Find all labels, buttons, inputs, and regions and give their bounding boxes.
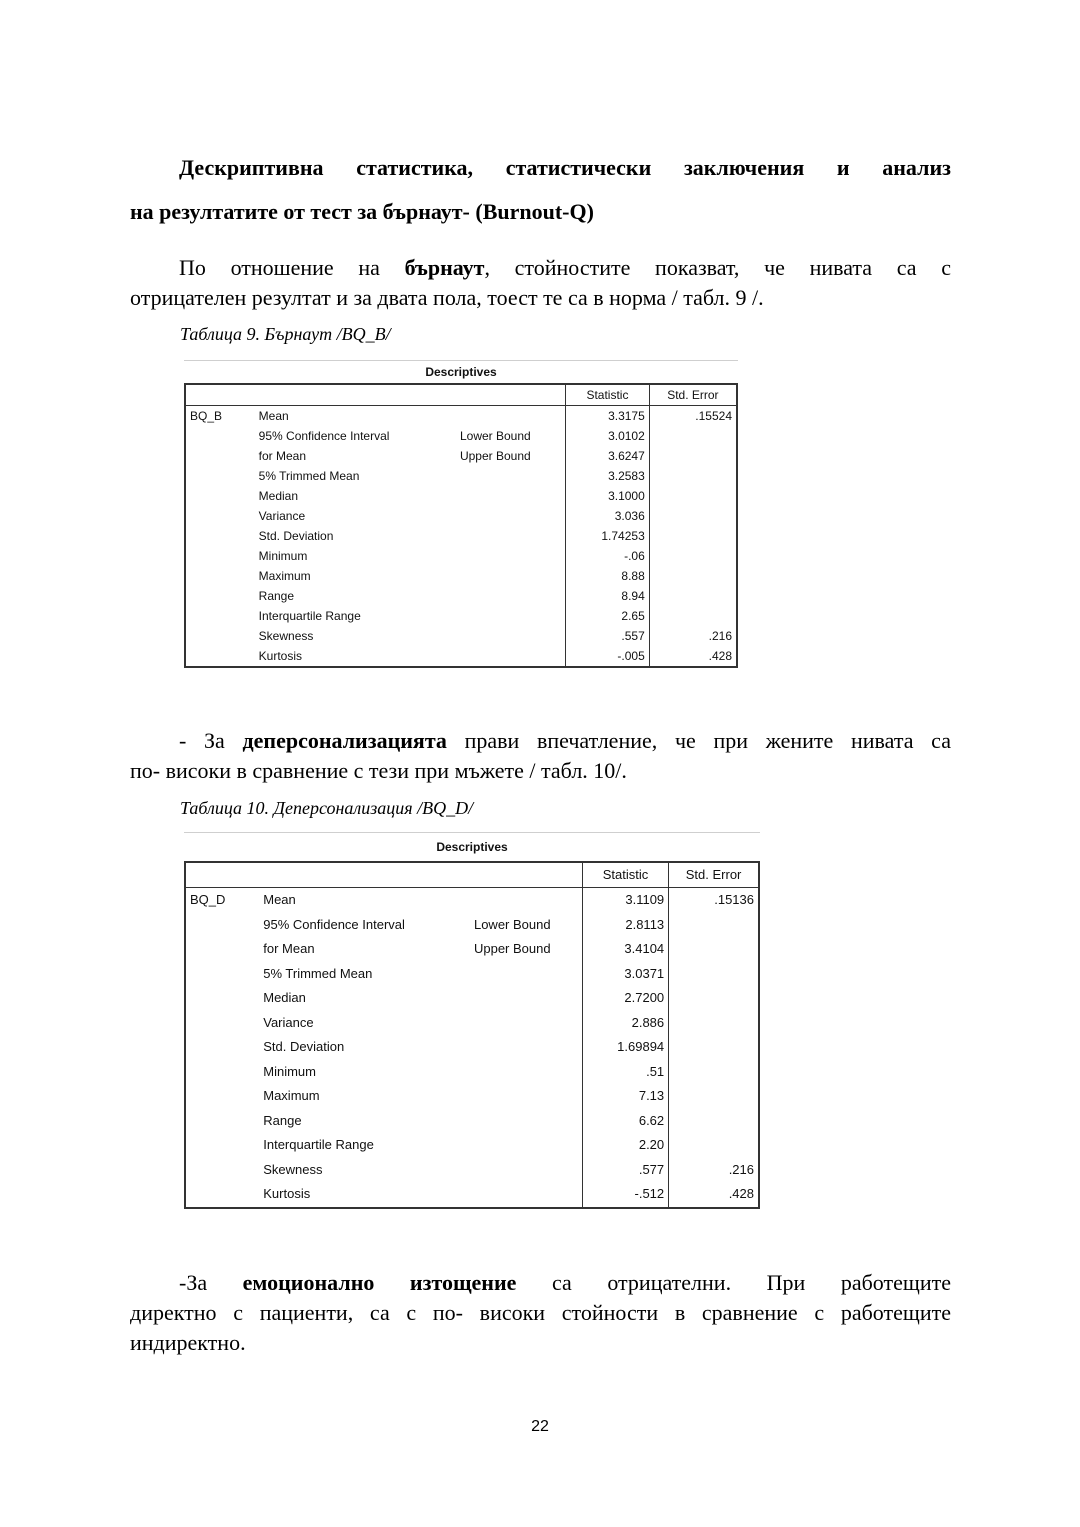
std-error-value — [649, 546, 737, 566]
variable-cell — [185, 1035, 259, 1060]
row-label: Mean — [263, 892, 296, 907]
std-error-value — [669, 1060, 759, 1085]
table-row — [185, 1060, 759, 1085]
text-run: са отрицателни. При работещите — [516, 1270, 951, 1295]
table-title: Descriptives — [184, 360, 738, 383]
row-label: Range — [258, 589, 295, 603]
row-sublabel — [470, 1060, 582, 1085]
row-label: Variance — [258, 509, 306, 523]
statistic-header: Statistic — [566, 384, 650, 406]
statistic-value: 2.7200 — [582, 986, 668, 1011]
statistic-value: 3.3175 — [566, 406, 650, 427]
variable-cell — [185, 986, 259, 1011]
statistic-value: 2.20 — [582, 1133, 668, 1158]
row-sublabel — [470, 1035, 582, 1060]
variable-cell — [185, 526, 255, 546]
paragraph-line: по- високи в сравнение с тези при мъжете / табл. 10/. — [130, 758, 627, 783]
std-error-value — [669, 1133, 759, 1158]
variable-cell: BQ_D — [190, 892, 226, 907]
table-row — [185, 646, 737, 667]
row-sublabel: Lower Bound — [459, 429, 531, 443]
statistic-value: 3.6247 — [566, 446, 650, 466]
statistic-value: .557 — [566, 626, 650, 646]
paragraph-line — [130, 253, 951, 283]
std-error-value — [669, 913, 759, 938]
std-error-value — [669, 1035, 759, 1060]
variable-cell — [185, 546, 255, 566]
variable-cell — [185, 466, 255, 486]
std-error-value — [649, 586, 737, 606]
table-row — [185, 888, 759, 913]
text-run: По отношение на — [179, 255, 405, 280]
statistic-value: 7.13 — [582, 1084, 668, 1109]
table-row — [185, 606, 737, 626]
descriptives-grid — [184, 861, 760, 1209]
row-sublabel — [470, 1109, 582, 1134]
row-label: 95% Confidence Interval — [263, 916, 405, 932]
header-row — [185, 384, 737, 406]
row-sublabel: Upper Bound — [459, 449, 531, 463]
paragraph-line: отрицателен резултат и за двата пола, тоест те са в норма / табл. 9 /. — [130, 285, 764, 310]
std-error-value: .15136 — [669, 888, 759, 913]
statistic-value: 3.0102 — [566, 426, 650, 446]
statistic-value: 1.74253 — [566, 526, 650, 546]
statistic-value: 3.4104 — [582, 937, 668, 962]
variable-cell — [185, 566, 255, 586]
table-row — [185, 1084, 759, 1109]
row-sublabel — [470, 986, 582, 1011]
table-row — [185, 586, 737, 606]
std-error-header: Std. Error — [649, 384, 737, 406]
table-row — [185, 406, 737, 427]
std-error-value — [649, 606, 737, 626]
row-sublabel — [456, 506, 566, 526]
table-row — [185, 526, 737, 546]
statistic-value: 8.94 — [566, 586, 650, 606]
std-error-value — [649, 466, 737, 486]
table-10-caption: Таблица 10. Деперсонализация /BQ_D/ — [180, 798, 474, 818]
text-run: , стойностите показват, че нивата са с — [484, 255, 951, 280]
row-label: Interquartile Range — [258, 609, 361, 623]
std-error-value — [669, 1084, 759, 1109]
row-sublabel — [470, 1084, 582, 1109]
row-sublabel — [470, 1011, 582, 1036]
variable-cell — [185, 606, 255, 626]
heading-line-2: на резултатите от тест за бърнаут- (Burnout-Q) — [130, 199, 594, 224]
variable-cell — [185, 1182, 259, 1208]
page-number: 22 — [531, 1418, 549, 1435]
statistic-value: 3.036 — [566, 506, 650, 526]
row-sublabel — [456, 406, 566, 427]
row-label: Minimum — [258, 549, 308, 563]
section-heading — [130, 146, 951, 234]
statistic-value: 1.69894 — [582, 1035, 668, 1060]
variable-cell — [185, 937, 259, 962]
descriptives-table-10 — [184, 832, 760, 1209]
row-sublabel — [456, 466, 566, 486]
table-row — [185, 1035, 759, 1060]
row-label: Variance — [263, 1014, 314, 1030]
row-sublabel: Lower Bound — [473, 916, 551, 932]
table-row — [185, 486, 737, 506]
row-sublabel — [470, 1182, 582, 1208]
paragraph-line — [130, 1268, 951, 1298]
text-run: прави впечатление, че при жените нивата са — [446, 728, 951, 753]
row-label: Maximum — [263, 1088, 320, 1103]
table-row — [185, 937, 759, 962]
table-row — [185, 506, 737, 526]
std-error-value — [649, 506, 737, 526]
row-label: 5% Trimmed Mean — [263, 965, 373, 981]
descriptives-grid — [184, 383, 738, 668]
row-label: for Mean — [263, 941, 315, 956]
paragraph-line: индиректно. — [130, 1330, 246, 1355]
statistic-value: .51 — [582, 1060, 668, 1085]
variable-cell — [185, 913, 259, 938]
statistic-value: .577 — [582, 1158, 668, 1183]
row-sublabel — [470, 962, 582, 987]
paragraph-line: директно с пациенти, са с по- високи стойности в сравнение с работещите — [130, 1300, 951, 1325]
variable-cell — [185, 1109, 259, 1134]
std-error-value — [669, 1109, 759, 1134]
table-body — [185, 888, 759, 1208]
variable-cell — [185, 586, 255, 606]
row-sublabel — [456, 546, 566, 566]
table-row — [185, 1158, 759, 1183]
row-sublabel — [470, 1133, 582, 1158]
std-error-value — [649, 446, 737, 466]
row-sublabel — [470, 1158, 582, 1183]
row-label: Skewness — [263, 1161, 323, 1177]
variable-cell — [185, 646, 255, 667]
row-sublabel — [456, 486, 566, 506]
variable-cell — [185, 426, 255, 446]
table-row — [185, 913, 759, 938]
text-run: -За — [179, 1270, 243, 1295]
table-row — [185, 986, 759, 1011]
table-title: Descriptives — [184, 832, 760, 861]
row-label: Interquartile Range — [263, 1137, 374, 1152]
table-row — [185, 1109, 759, 1134]
paragraph-burnout — [130, 253, 951, 313]
table-row — [185, 626, 737, 646]
std-error-value — [649, 426, 737, 446]
row-label: 95% Confidence Interval — [258, 429, 390, 443]
table-row — [185, 962, 759, 987]
row-label: 5% Trimmed Mean — [258, 469, 360, 483]
variable-cell — [185, 486, 255, 506]
row-sublabel — [470, 888, 582, 913]
statistic-value: 2.886 — [582, 1011, 668, 1036]
table-row — [185, 446, 737, 466]
bold-term: бърнаут — [404, 255, 485, 280]
variable-cell — [185, 506, 255, 526]
variable-cell — [185, 1158, 259, 1183]
table-9-caption: Таблица 9. Бърнаут /BQ_B/ — [180, 324, 391, 344]
statistic-header: Statistic — [582, 862, 668, 888]
paragraph-exhaustion — [130, 1268, 951, 1358]
table-row — [185, 1133, 759, 1158]
paragraph-line — [130, 726, 951, 756]
statistic-value: 3.2583 — [566, 466, 650, 486]
row-sublabel — [456, 646, 566, 667]
statistic-value: -.06 — [566, 546, 650, 566]
std-error-value — [649, 566, 737, 586]
row-sublabel — [456, 526, 566, 546]
std-error-value — [669, 962, 759, 987]
variable-cell: BQ_B — [190, 409, 223, 423]
row-label: Maximum — [258, 569, 311, 583]
header-row — [185, 862, 759, 888]
row-label: Median — [263, 990, 306, 1005]
bold-term: емоционално изтощение — [242, 1270, 517, 1295]
row-label: Mean — [258, 409, 289, 423]
text-run: - За — [179, 728, 243, 753]
row-label: Kurtosis — [263, 1186, 311, 1201]
heading-line-1: Дескриптивна статистика, статистически заключения и анализ — [179, 155, 951, 180]
variable-cell — [185, 626, 255, 646]
std-error-value: .216 — [669, 1158, 759, 1183]
variable-cell — [185, 1060, 259, 1085]
statistic-value: 6.62 — [582, 1109, 668, 1134]
table-row — [185, 426, 737, 446]
std-error-value: .428 — [649, 646, 737, 667]
row-label: Range — [263, 1112, 302, 1128]
statistic-value: -.512 — [582, 1182, 668, 1208]
row-label: Skewness — [258, 629, 314, 643]
row-label: Kurtosis — [258, 649, 303, 663]
row-sublabel — [456, 566, 566, 586]
variable-cell — [185, 1011, 259, 1036]
variable-cell — [185, 1133, 259, 1158]
table-row — [185, 1182, 759, 1208]
row-label: for Mean — [258, 449, 307, 463]
std-error-value: .428 — [669, 1182, 759, 1208]
row-sublabel — [456, 626, 566, 646]
std-error-value: .216 — [649, 626, 737, 646]
std-error-value — [669, 986, 759, 1011]
std-error-value — [669, 1011, 759, 1036]
row-label: Median — [258, 489, 299, 503]
variable-cell — [185, 1084, 259, 1109]
statistic-value: 3.1000 — [566, 486, 650, 506]
row-sublabel — [456, 586, 566, 606]
table-body — [185, 406, 737, 668]
descriptives-table-9 — [184, 360, 738, 668]
statistic-value: 3.1109 — [582, 888, 668, 913]
table-row — [185, 566, 737, 586]
std-error-value — [669, 937, 759, 962]
variable-cell — [185, 962, 259, 987]
table-row — [185, 1011, 759, 1036]
bold-term: деперсонализацията — [242, 728, 447, 753]
paragraph-depersonalization — [130, 726, 951, 786]
statistic-value: 2.65 — [566, 606, 650, 626]
table-row — [185, 546, 737, 566]
statistic-value: 2.8113 — [582, 913, 668, 938]
row-sublabel — [456, 606, 566, 626]
statistic-value: 8.88 — [566, 566, 650, 586]
table-row — [185, 466, 737, 486]
statistic-value: -.005 — [566, 646, 650, 667]
row-label: Minimum — [263, 1063, 316, 1079]
statistic-value: 3.0371 — [582, 962, 668, 987]
row-label: Std. Deviation — [263, 1039, 345, 1054]
std-error-value — [649, 526, 737, 546]
std-error-header: Std. Error — [669, 862, 759, 888]
row-label: Std. Deviation — [258, 529, 334, 543]
row-sublabel: Upper Bound — [473, 941, 551, 956]
variable-cell — [185, 446, 255, 466]
std-error-value: .15524 — [649, 406, 737, 427]
std-error-value — [649, 486, 737, 506]
